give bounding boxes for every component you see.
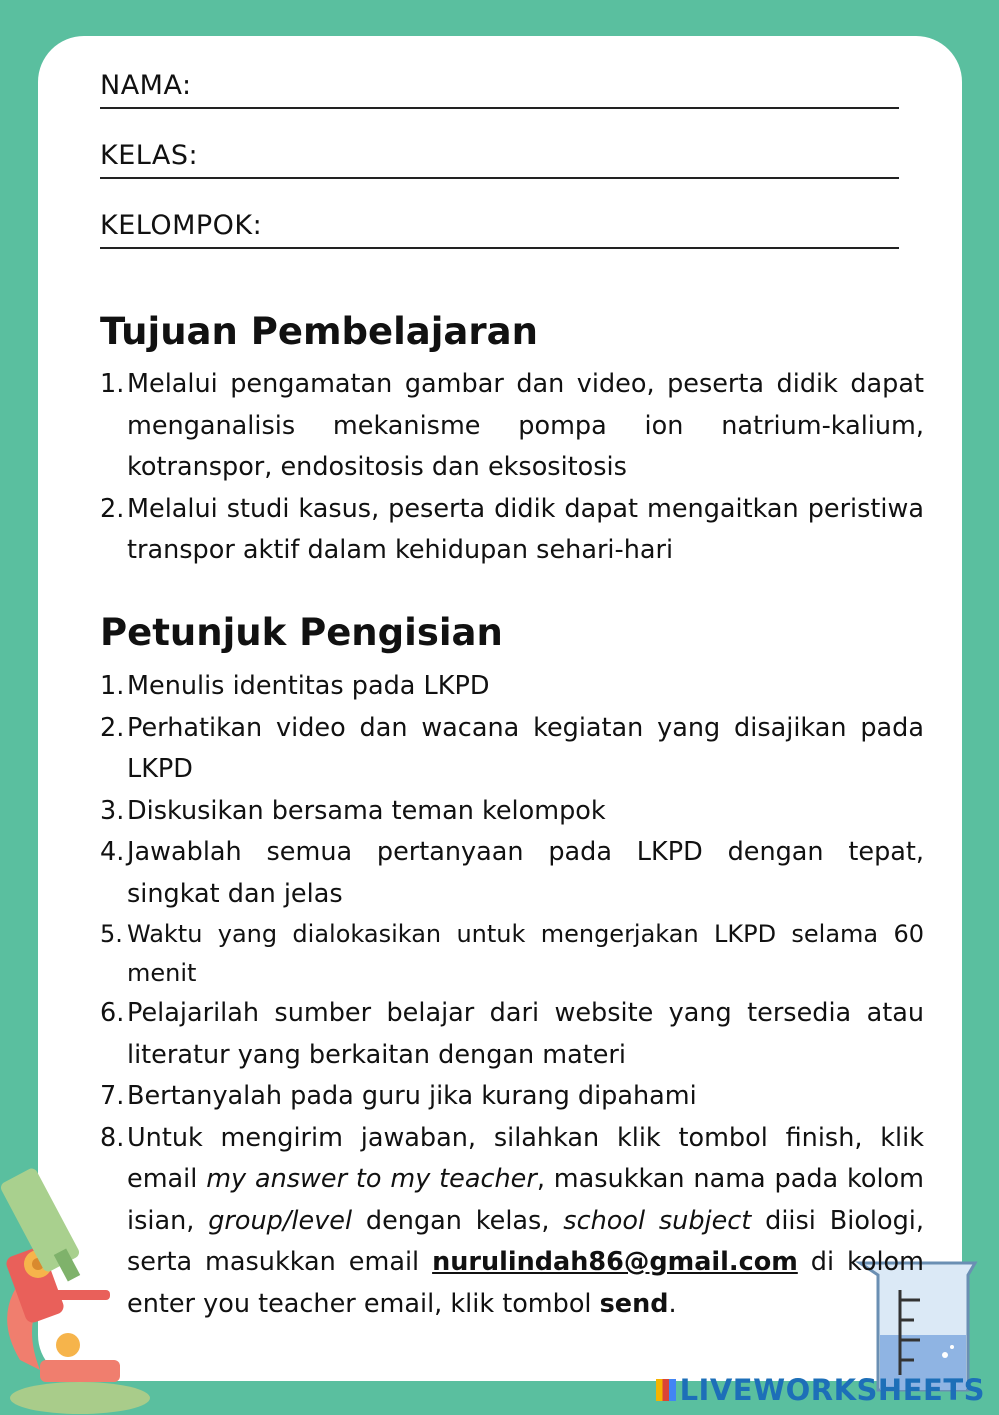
item-text: Bertanyalah pada guru jika kurang dipahami (127, 1081, 697, 1111)
item-text (127, 1123, 924, 1319)
list-item (100, 489, 924, 572)
item-text: Melalui studi kasus, peserta didik dapat mengaitkan peristiwa transpor aktif dalam kehidupan sehari-hari (127, 493, 924, 565)
list-item (100, 364, 924, 489)
petunjuk-list (100, 666, 924, 1325)
list-item (100, 1118, 924, 1326)
text-segment: Untuk mengirim jawaban, silahkan klik tombol finish, klik email (127, 1122, 924, 1194)
item-number: 8. (100, 1122, 125, 1153)
item-number: 2. (100, 712, 125, 743)
text-bold: send (599, 1288, 669, 1319)
list-item (100, 915, 924, 993)
item-text: Pelajarilah sumber belajar dari website yang tersedia atau literatur yang berkaitan dengan materi (127, 998, 924, 1070)
logo-text: LIVEWORKSHEETS (679, 1373, 985, 1407)
liveworksheets-logo (656, 1373, 985, 1407)
logo-icon (656, 1379, 676, 1401)
item-text: Waktu yang dialokasikan untuk mengerjakan LKPD selama 60 menit (127, 920, 924, 987)
item-text: Menulis identitas pada LKPD (127, 671, 490, 701)
list-item (100, 1076, 924, 1118)
kelompok-label: KELOMPOK: (100, 210, 263, 241)
item-number: 7. (100, 1081, 125, 1111)
list-item (100, 993, 924, 1076)
item-text: Diskusikan bersama teman kelompok (127, 795, 606, 826)
text-italic: group/level (208, 1205, 353, 1236)
list-item (100, 791, 924, 833)
item-number: 5. (100, 920, 123, 948)
text-segment: diisi Biologi, serta masukkan email (127, 1205, 924, 1277)
text-italic: school subject (563, 1205, 752, 1236)
kelas-label: KELAS: (100, 140, 199, 171)
nama-field[interactable] (100, 62, 899, 109)
text-italic: my answer to my teacher (206, 1164, 537, 1194)
tujuan-list (100, 364, 924, 572)
item-number: 6. (100, 998, 125, 1028)
item-number: 1. (100, 671, 125, 701)
nama-label: NAMA: (100, 70, 192, 101)
kelas-field[interactable] (100, 132, 899, 179)
text-segment: di kolom enter you teacher email, klik tombol (127, 1247, 924, 1319)
item-number: 4. (100, 837, 125, 867)
item-text: Melalui pengamatan gambar dan video, peserta didik dapat menganalisis mekanisme pompa ion natrium-kalium, kotranspor, endositosis dan eksositosis (127, 369, 924, 482)
petunjuk-heading: Petunjuk Pengisian (100, 611, 503, 654)
kelompok-field[interactable] (100, 202, 899, 249)
list-item (100, 832, 924, 915)
item-number: 3. (100, 795, 125, 826)
teacher-email-link[interactable]: nurulindah86@gmail.com (432, 1247, 798, 1277)
item-text: Jawablah semua pertanyaan pada LKPD dengan tepat, singkat dan jelas (127, 837, 924, 909)
item-number: 2. (100, 493, 125, 524)
item-number: 1. (100, 369, 125, 399)
item-text: Perhatikan video dan wacana kegiatan yang disajikan pada LKPD (127, 712, 924, 784)
text-segment: , masukkan nama pada kolom isian, (127, 1164, 924, 1236)
text-segment: dengan kelas, (352, 1205, 564, 1236)
list-item (100, 666, 924, 708)
tujuan-heading: Tujuan Pembelajaran (100, 310, 538, 353)
text-segment: . (668, 1288, 677, 1319)
list-item (100, 708, 924, 791)
